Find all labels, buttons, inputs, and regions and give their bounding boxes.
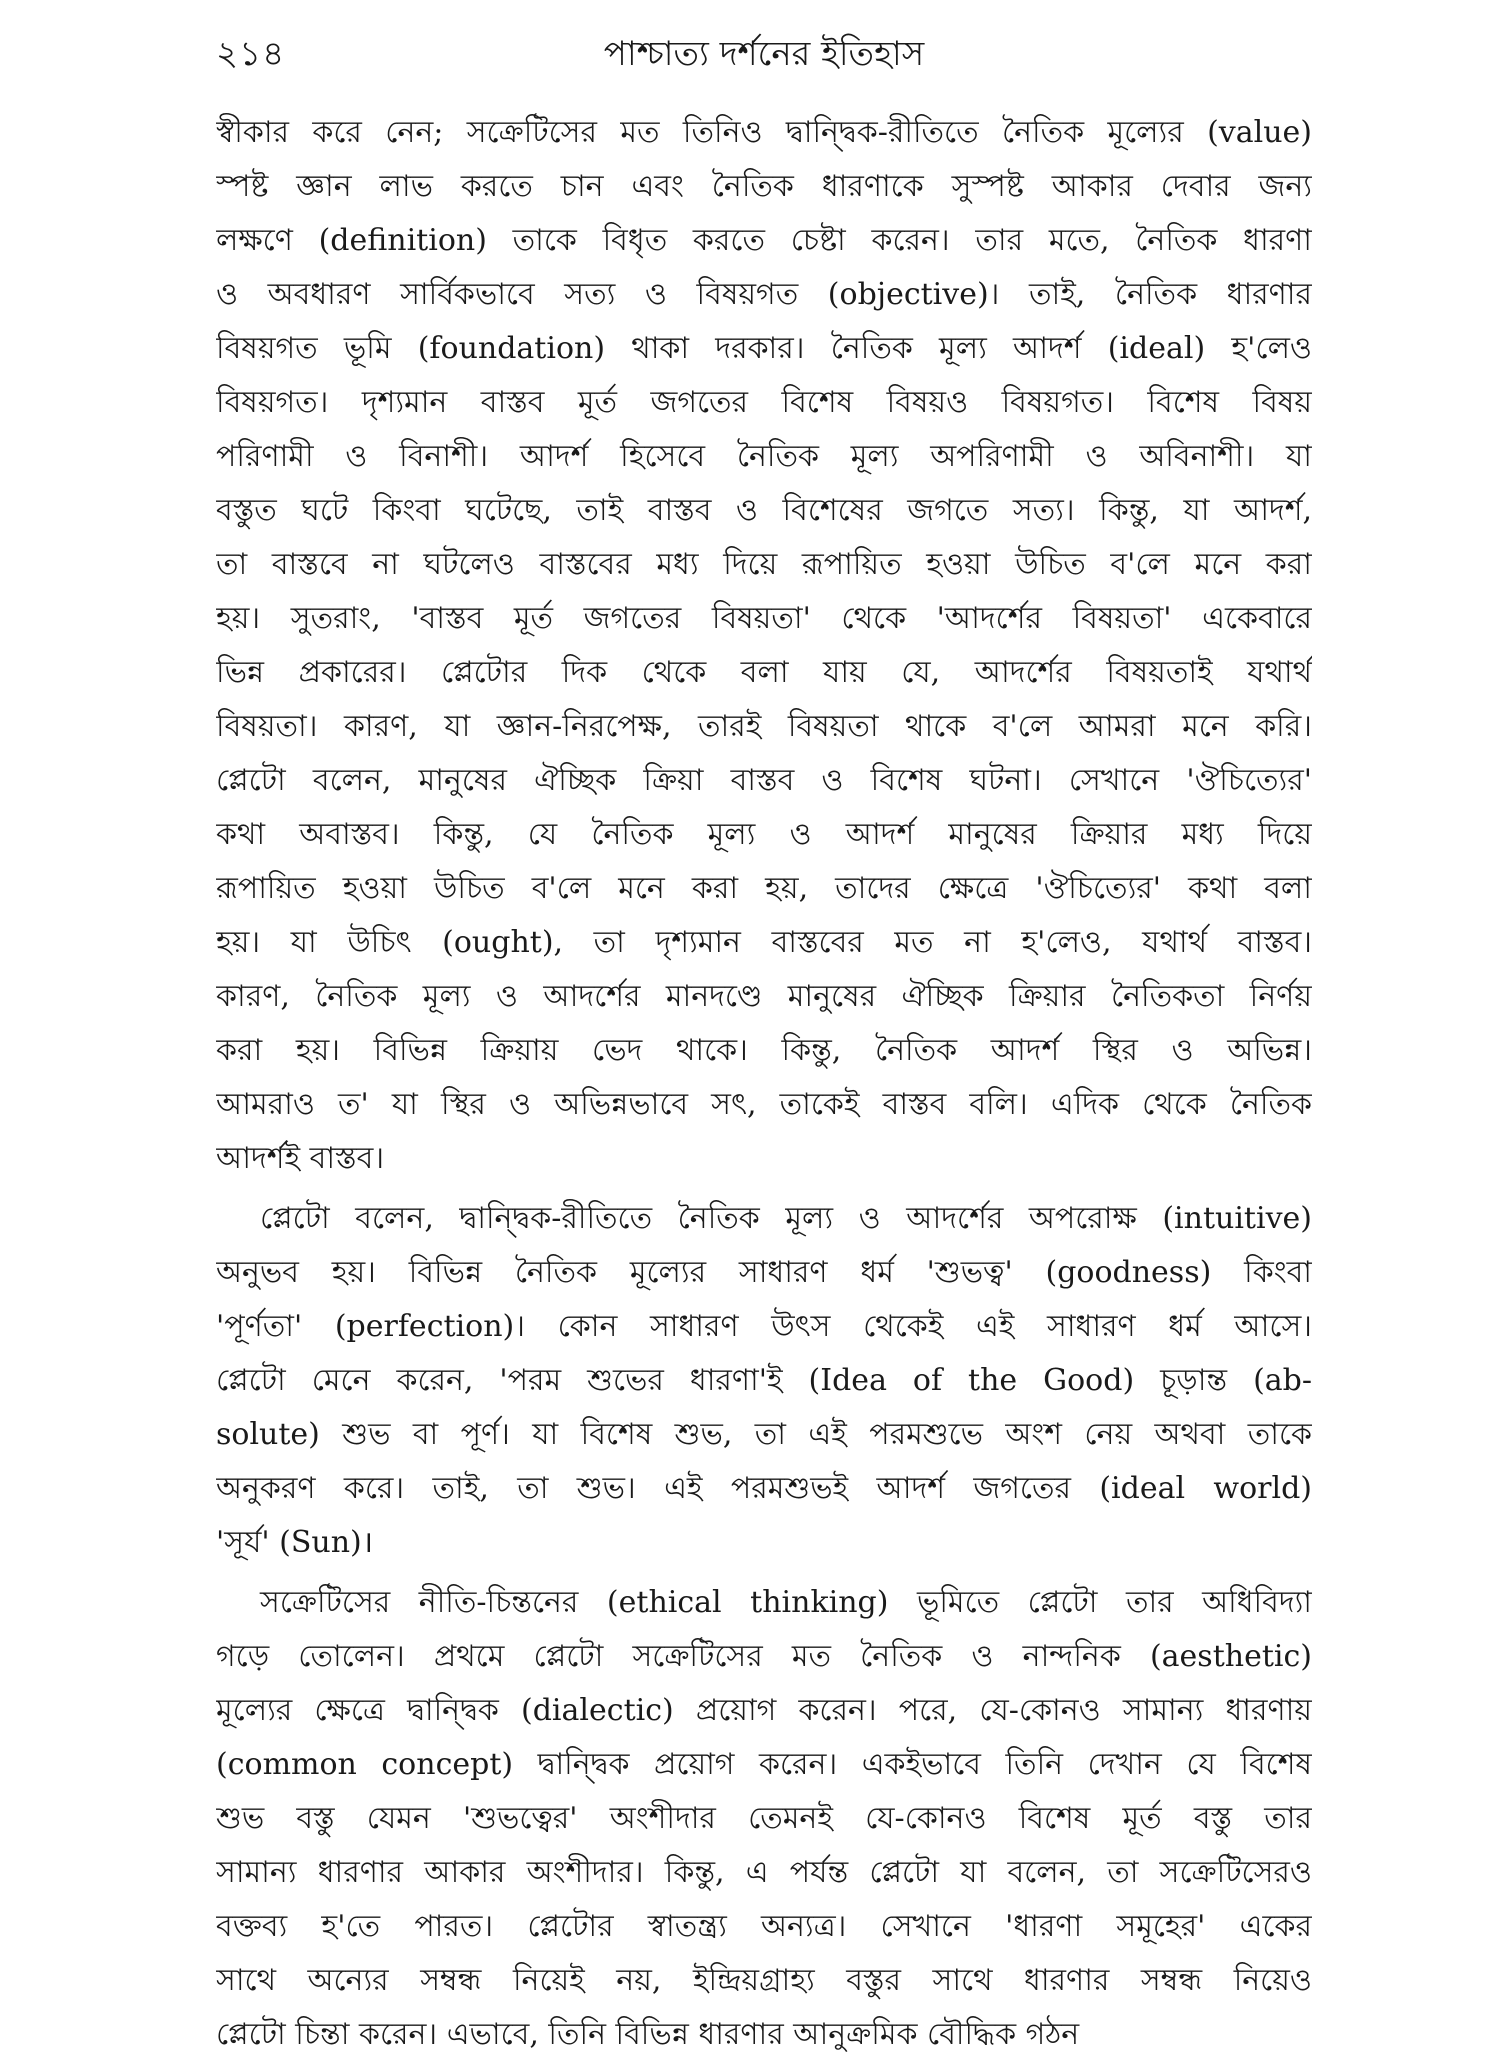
- text-line: 'পূর্ণতা' (perfection)। কোন সাধারণ উৎস থেকেই এই সাধারণ ধর্ম আসে।: [216, 1309, 1312, 1344]
- text-line: সামান্য ধারণার আকার অংশীদার। কিন্তু, এ পর্যন্ত প্লেটো যা বলেন, তা সক্রেটিসেরও: [216, 1855, 1312, 1890]
- text-line: গড়ে তোলেন। প্রথমে প্লেটো সক্রেটিসের মত নৈতিক ও নান্দনিক (aesthetic): [216, 1639, 1312, 1674]
- text-line: আদর্শই বাস্তব।: [216, 1141, 385, 1176]
- text-line: বিষয়তা। কারণ, যা জ্ঞান-নিরপেক্ষ, তারই বিষয়তা থাকে ব'লে আমরা মনে করি।: [216, 709, 1312, 744]
- text-line: solute) শুভ বা পূর্ণ। যা বিশেষ শুভ, তা এই পরমশুভে অংশ নেয় অথবা তাকে: [216, 1417, 1312, 1452]
- text-line: প্লেটো বলেন, মানুষের ঐচ্ছিক ক্রিয়া বাস্তব ও বিশেষ ঘটনা। সেখানে 'ঔচিত্যের': [216, 763, 1312, 798]
- text-line: অনুভব হয়। বিভিন্ন নৈতিক মূল্যের সাধারণ ধর্ম 'শুভত্ব' (goodness) কিংবা: [216, 1255, 1312, 1290]
- text-line: অনুকরণ করে। তাই, তা শুভ। এই পরমশুভই আদর্শ জগতের (ideal world): [216, 1471, 1312, 1506]
- text-line: হয়। যা উচিৎ (ought), তা দৃশ্যমান বাস্তবের মত না হ'লেও, যথার্থ বাস্তব।: [216, 925, 1312, 960]
- text-line: স্পষ্ট জ্ঞান লাভ করতে চান এবং নৈতিক ধারণাকে সুস্পষ্ট আকার দেবার জন্য: [216, 169, 1312, 204]
- text-line: ভিন্ন প্রকারের। প্লেটোর দিক থেকে বলা যায় যে, আদর্শের বিষয়তাই যথার্থ: [216, 655, 1312, 690]
- text-line: বক্তব্য হ'তে পারত। প্লেটোর স্বাতন্ত্র্য অন্যত্র। সেখানে 'ধারণা সমূহের' একের: [216, 1909, 1312, 1944]
- text-line: সক্রেটিসের নীতি-চিন্তনের (ethical thinking) ভূমিতে প্লেটো তার অধিবিদ্যা: [260, 1585, 1312, 1620]
- text-line: 'সূর্য' (Sun)।: [216, 1525, 374, 1560]
- text-line: মূল্যের ক্ষেত্রে দ্বান্দ্বিক (dialectic) প্রয়োগ করেন। পরে, যে-কোনও সামান্য ধারণায়: [216, 1693, 1312, 1728]
- text-line: তা বাস্তবে না ঘটলেও বাস্তবের মধ্য দিয়ে রূপায়িত হওয়া উচিত ব'লে মনে করা: [216, 547, 1312, 582]
- text-line: বিষয়গত ভূমি (foundation) থাকা দরকার। নৈতিক মূল্য আদর্শ (ideal) হ'লেও: [216, 331, 1312, 366]
- text-line: কথা অবাস্তব। কিন্তু, যে নৈতিক মূল্য ও আদর্শ মানুষের ক্রিয়ার মধ্য দিয়ে: [216, 817, 1312, 852]
- text-line: প্লেটো বলেন, দ্বান্দ্বিক-রীতিতে নৈতিক মূল্য ও আদর্শের অপরোক্ষ (intuitive): [260, 1201, 1312, 1236]
- running-title: পাশ্চাত্য দর্শনের ইতিহাস: [603, 34, 925, 74]
- text-line: ও অবধারণ সার্বিকভাবে সত্য ও বিষয়গত (objective)। তাই, নৈতিক ধারণার: [216, 277, 1312, 312]
- text-line: (common concept) দ্বান্দ্বিক প্রয়োগ করেন। একইভাবে তিনি দেখান যে বিশেষ: [216, 1747, 1312, 1782]
- text-line: বিষয়গত। দৃশ্যমান বাস্তব মূর্ত জগতের বিশেষ বিষয়ও বিষয়গত। বিশেষ বিষয়: [216, 385, 1312, 420]
- text-line: স্বীকার করে নেন; সক্রেটিসের মত তিনিও দ্বান্দ্বিক-রীতিতে নৈতিক মূল্যের (value): [216, 115, 1312, 150]
- page-header: [216, 24, 1312, 84]
- text-line: রূপায়িত হওয়া উচিত ব'লে মনে করা হয়, তাদের ক্ষেত্রে 'ঔচিত্যের' কথা বলা: [216, 871, 1312, 906]
- text-line: লক্ষণে (definition) তাকে বিধৃত করতে চেষ্টা করেন। তার মতে, নৈতিক ধারণা: [216, 223, 1312, 258]
- paragraph: [216, 1576, 1312, 2062]
- text-line: বস্তুত ঘটে কিংবা ঘটেছে, তাই বাস্তব ও বিশেষের জগতে সত্য। কিন্তু, যা আদর্শ,: [216, 493, 1312, 528]
- body-text: [216, 106, 1312, 2062]
- text-line: প্লেটো মেনে করেন, 'পরম শুভের ধারণা'ই (Idea of the Good) চূড়ান্ত (ab-: [216, 1363, 1312, 1398]
- text-line: হয়। সুতরাং, 'বাস্তব মূর্ত জগতের বিষয়তা' থেকে 'আদর্শের বিষয়তা' একেবারে: [216, 601, 1312, 636]
- paragraph: [216, 1192, 1312, 1570]
- text-line: শুভ বস্তু যেমন 'শুভত্বের' অংশীদার তেমনই যে-কোনও বিশেষ মূর্ত বস্তু তার: [216, 1801, 1312, 1836]
- text-line: করা হয়। বিভিন্ন ক্রিয়ায় ভেদ থাকে। কিন্তু, নৈতিক আদর্শ স্থির ও অভিন্ন।: [216, 1033, 1312, 1068]
- text-line: সাথে অন্যের সম্বন্ধ নিয়েই নয়, ইন্দ্রিয়গ্রাহ্য বস্তুর সাথে ধারণার সম্বন্ধ নিয়েও: [216, 1963, 1312, 1998]
- text-line: প্লেটো চিন্তা করেন। এভাবে, তিনি বিভিন্ন ধারণার আনুক্রমিক বৌদ্ধিক গঠন: [216, 2017, 1080, 2052]
- page-number: ২১৪: [216, 34, 286, 74]
- text-line: কারণ, নৈতিক মূল্য ও আদর্শের মানদণ্ডে মানুষের ঐচ্ছিক ক্রিয়ার নৈতিকতা নির্ণয়: [216, 979, 1312, 1014]
- text-line: পরিণামী ও বিনাশী। আদর্শ হিসেবে নৈতিক মূল্য অপরিণামী ও অবিনাশী। যা: [216, 439, 1312, 474]
- text-line: আমরাও ত' যা স্থির ও অভিন্নভাবে সৎ, তাকেই বাস্তব বলি। এদিক থেকে নৈতিক: [216, 1087, 1312, 1122]
- paragraph: [216, 106, 1312, 1186]
